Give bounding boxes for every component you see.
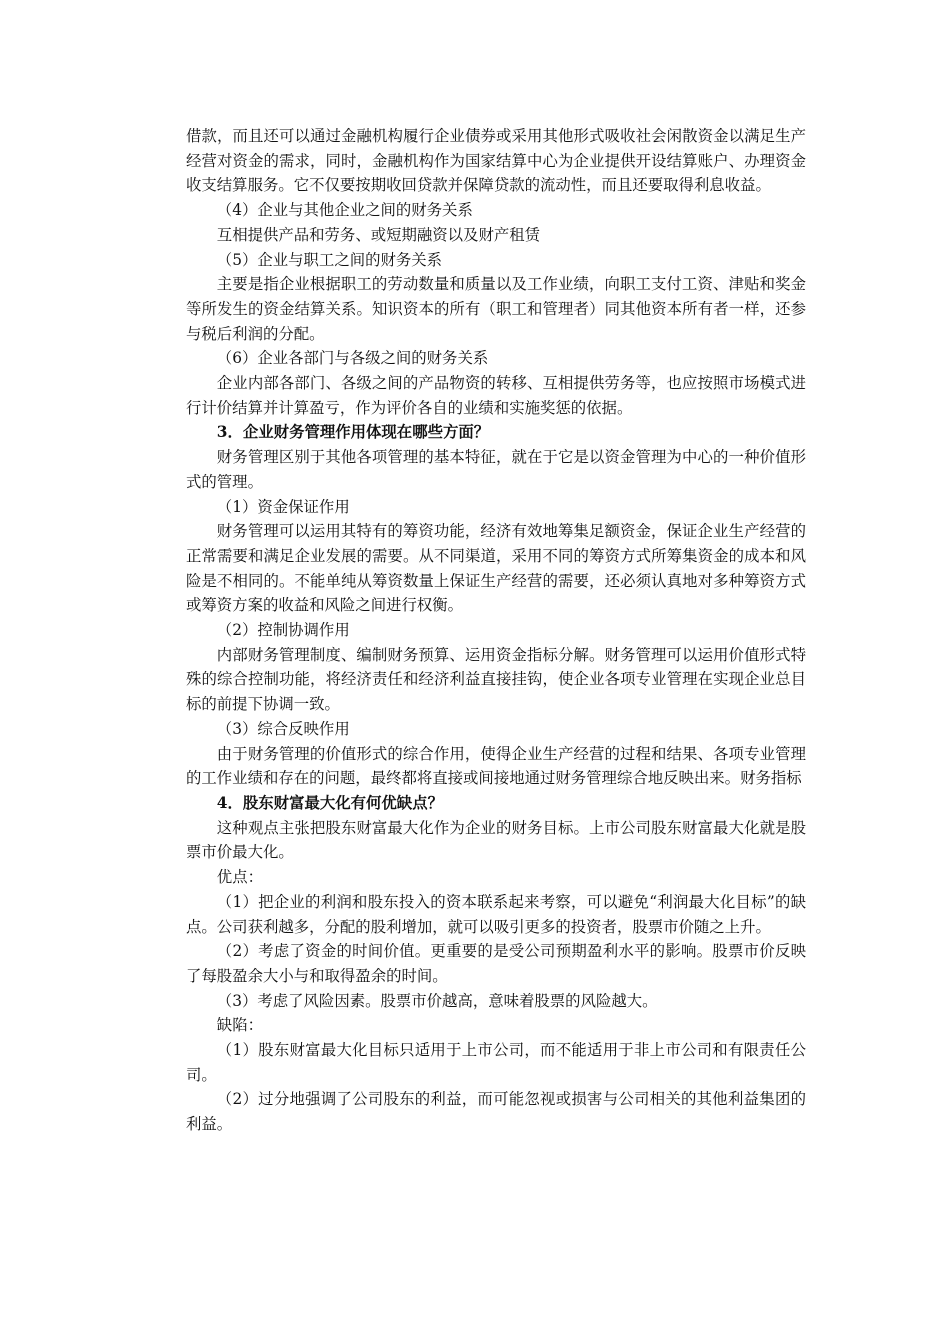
document-page <box>186 124 806 1137</box>
question-heading-3: 3．企业财务管理作用体现在哪些方面？ <box>216 423 490 442</box>
paragraph-departments-levels: 企业内部各部门、各级之间的产品物资的转移、互相提供劳务等，也应按照市场模式进行计价结算并计算盈亏，作为评价各自的业绩和实施奖惩的依据。 <box>186 374 806 417</box>
paragraph-control-coordination: 内部财务管理制度、编制财务预算、运用资金指标分解。财务管理可以运用价值形式特殊的综合控制功能，将经济责任和经济利益直接挂钩，使企业各项专业管理在实现企业总目标的前提下协调一致。 <box>186 645 806 714</box>
label-advantages: 优点： <box>216 868 263 887</box>
paragraph-enterprise-other-enterprise: 互相提供产品和劳务、或短期融资以及财产租赁 <box>216 225 541 244</box>
subheading-enterprise-other-enterprise: （4）企业与其他企业之间的财务关系 <box>216 201 473 220</box>
subheading-enterprise-employee: （5）企业与职工之间的财务关系 <box>216 250 443 269</box>
disadvantage-item-1: （1）股东财富最大化目标只适用于上市公司，而不能适用于非上市公司和有限责任公司。 <box>186 1041 806 1084</box>
subheading-departments-levels: （6）企业各部门与各级之间的财务关系 <box>216 349 489 368</box>
label-disadvantages: 缺陷： <box>216 1016 263 1035</box>
paragraph-financial-management-feature: 财务管理区别于其他各项管理的基本特征，就在于它是以资金管理为中心的一种价值形式的管理。 <box>186 448 806 491</box>
paragraph-enterprise-employee: 主要是指企业根据职工的劳动数量和质量以及工作业绩，向职工支付工资、津贴和奖金等所发生的资金结算关系。知识资本的所有（职工和管理者）同其他资本所有者一样，还参与税后利润的分配。 <box>186 275 806 343</box>
advantage-item-3: （3）考虑了风险因素。股票市价越高，意味着股票的风险越大。 <box>216 991 658 1010</box>
subheading-control-coordination: （2）控制协调作用 <box>216 621 350 640</box>
paragraph-shareholder-wealth-view: 这种观点主张把股东财富最大化作为企业的财务目标。上市公司股东财富最大化就是股票市价最大化。 <box>186 818 806 862</box>
subheading-fund-guarantee: （1）资金保证作用 <box>216 497 350 516</box>
subheading-comprehensive-reflection: （3）综合反映作用 <box>216 719 350 738</box>
question-heading-4: 4．股东财富最大化有何优缺点？ <box>216 793 443 812</box>
disadvantage-item-2: （2）过分地强调了公司股东的利益，而可能忽视或损害与公司相关的其他利益集团的利益。 <box>186 1090 806 1134</box>
advantage-item-2: （2）考虑了资金的时间价值。更重要的是受公司预期盈利水平的影响。股票市价反映了每股盈余大小与和取得盈余的时间。 <box>186 942 806 985</box>
paragraph-bank-relation-continued: 借款，而且还可以通过金融机构履行企业债券或采用其他形式吸收社会闲散资金以满足生产经营对资金的需求，同时，金融机构作为国家结算中心为企业提供开设结算账户、办理资金收支结算服务。它不仅要按期收回贷款并保障贷款的流动性，而且还要取得利息收益。 <box>186 127 806 195</box>
advantage-item-1: （1）把企业的利润和股东投入的资本联系起来考察，可以避免“利润最大化目标”的缺点。公司获利越多，分配的股利增加，就可以吸引更多的投资者，股票市价随之上升。 <box>186 892 806 936</box>
paragraph-comprehensive-reflection: 由于财务管理的价值形式的综合作用，使得企业生产经营的过程和结果、各项专业管理的工作业绩和存在的问题，最终都将直接或间接地通过财务管理综合地反映出来。财务指标 <box>186 744 806 788</box>
paragraph-fund-guarantee: 财务管理可以运用其特有的筹资功能，经济有效地筹集足额资金，保证企业生产经营的正常需要和满足企业发展的需要。从不同渠道，采用不同的筹资方式所筹集资金的成本和风险是不相同的。不能单纯从筹资数量上保证生产经营的需要，还必须认真地对多种筹资方式或筹资方案的收益和风险之间进行权衡。 <box>186 522 806 615</box>
